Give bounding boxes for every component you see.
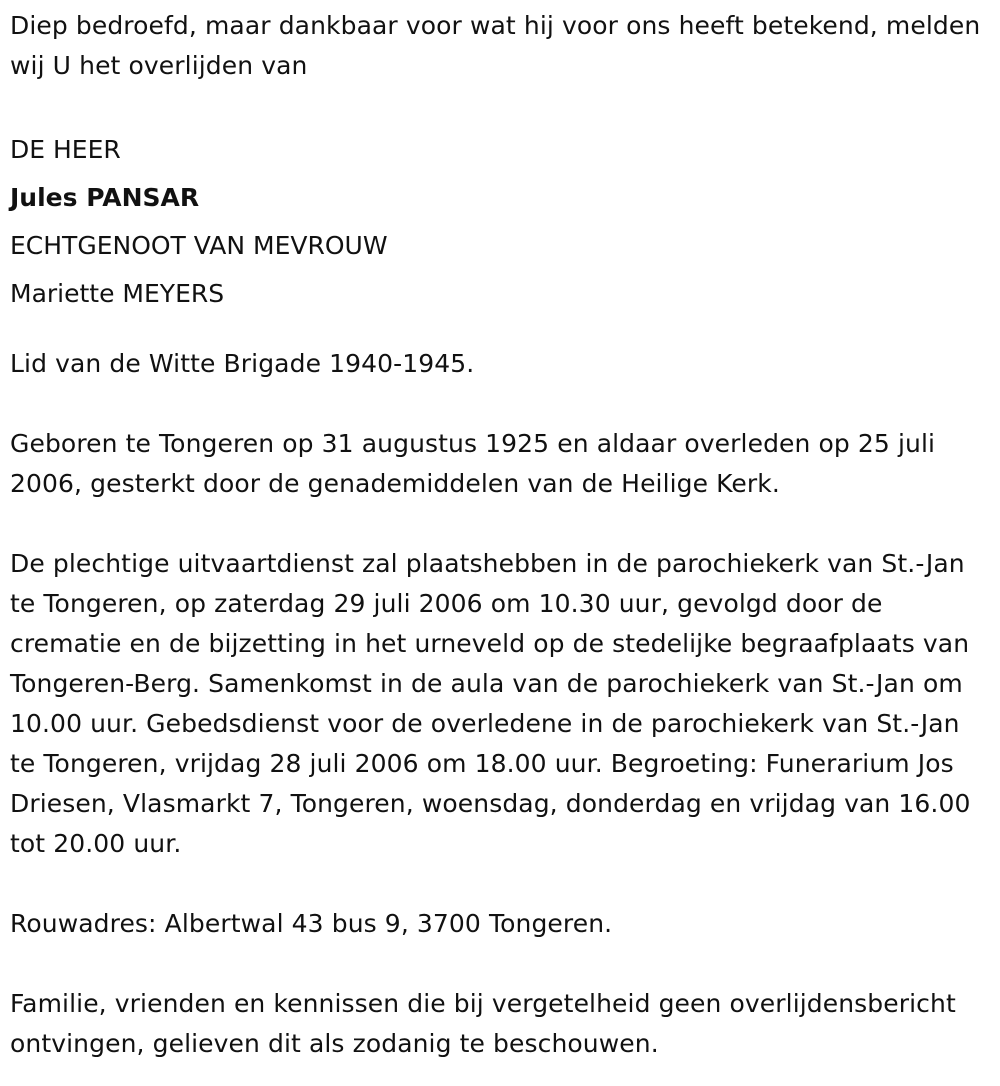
- ceremony-paragraph: De plechtige uitvaartdienst zal plaatshebben in de parochiekerk van St.-Jan te Tongeren, op zaterdag 29 juli 2006 om 10.30 uur, gevolgd door de crematie en de bijzetting in het urneveld op de stedelijke begraafplaats van Tongeren-Berg. Samenkomst in de aula van de parochiekerk van St.-Jan om 10.00 uur. Gebedsdienst voor de overledene in de parochiekerk van St.-Jan te Tongeren, vrijdag 28 juli 2006 om 18.00 uur. Begroeting: Funerarium Jos Driesen, Vlasmarkt 7, Tongeren, woensdag, donderdag en vrijdag van 16.00 tot 20.00 uur.: [10, 549, 971, 858]
- deceased-block: [10, 126, 990, 318]
- honorific-title: DE HEER: [10, 135, 121, 164]
- deceased-name: Jules PANSAR: [10, 183, 200, 212]
- birth-death-paragraph: Geboren te Tongeren op 31 augustus 1925 en aldaar overleden op 25 juli 2006, gesterkt door de genademiddelen van de Heilige Kerk.: [10, 429, 936, 498]
- relation-line: ECHTGENOOT VAN MEVROUW: [10, 231, 388, 260]
- intro-paragraph: Diep bedroefd, maar dankbaar voor wat hij voor ons heeft betekend, melden wij U het overlijden van: [10, 11, 981, 80]
- spouse-name: Mariette MEYERS: [10, 279, 225, 308]
- address-paragraph: Rouwadres: Albertwal 43 bus 9, 3700 Tongeren.: [10, 909, 613, 938]
- membership-paragraph: Lid van de Witte Brigade 1940-1945.: [10, 349, 475, 378]
- closing-paragraph: Familie, vrienden en kennissen die bij vergetelheid geen overlijdensbericht ontvingen, gelieven dit als zodanig te beschouwen.: [10, 989, 956, 1058]
